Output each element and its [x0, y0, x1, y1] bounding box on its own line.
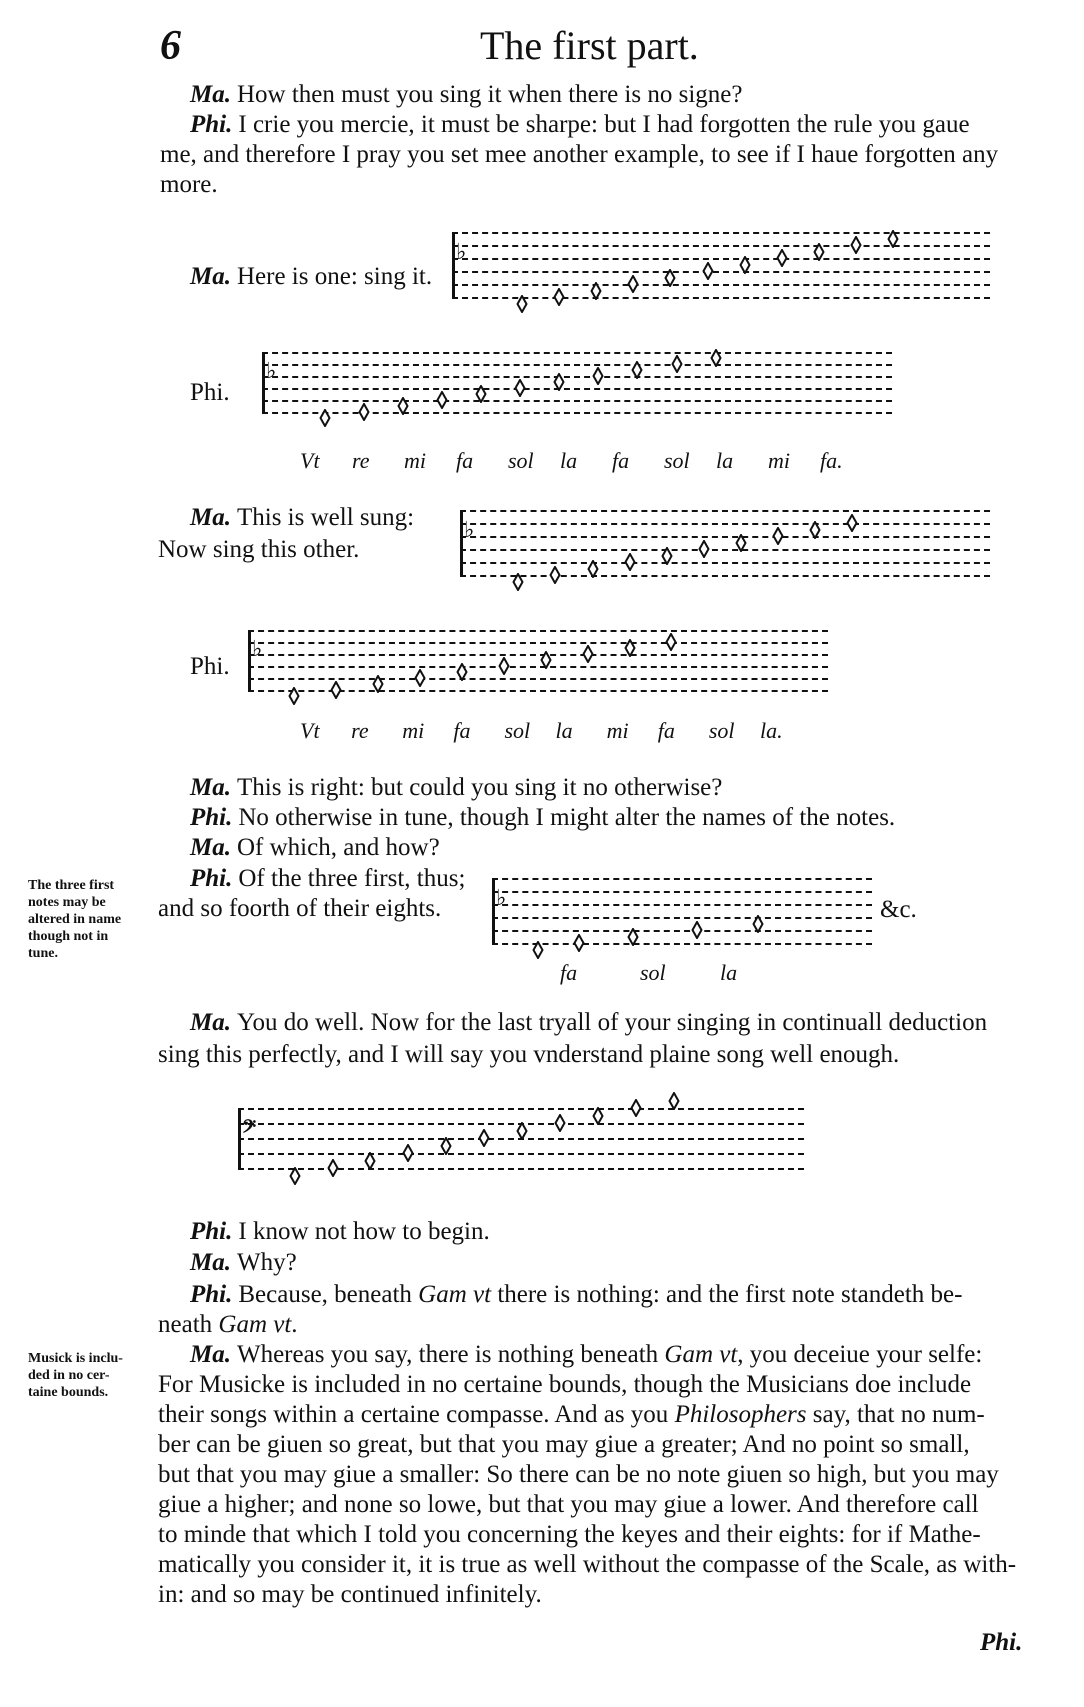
- dialogue-text: me, and therefore I pray you set mee another example, to see if I haue forgotten any: [160, 141, 999, 168]
- dialogue-text: This is well sung:: [236, 504, 415, 531]
- dialogue-text: Of the three first, thus;: [238, 865, 466, 892]
- dialogue-line: [190, 864, 465, 894]
- staff-line: [262, 388, 892, 390]
- dialogue-line: [190, 110, 970, 140]
- dialogue-text: sing this perfectly, and I will say you vnderstand plaine song well enough.: [158, 1041, 900, 1068]
- music-staff: [262, 342, 892, 432]
- dialogue-line: [158, 1400, 985, 1430]
- semibreve-note-icon: [810, 521, 821, 539]
- dialogue-text: , you deceiue your selfe:: [737, 1341, 983, 1368]
- dialogue-line: [158, 1310, 298, 1340]
- solmization-row: [560, 960, 738, 990]
- semibreve-note-icon: [592, 1107, 603, 1125]
- staff-line: [492, 917, 872, 919]
- clef-icon: ♭: [496, 884, 507, 910]
- solmization-syllable: re: [352, 448, 370, 473]
- solmization-row: [300, 448, 843, 478]
- semibreve-note-icon: [403, 1144, 414, 1162]
- solmization-syllable: la.: [760, 718, 783, 743]
- speaker-label: Phi.: [190, 804, 233, 831]
- dialogue-text: No otherwise in tune, though I might alter the names of the notes.: [238, 804, 896, 831]
- semibreve-note-icon: [479, 1129, 490, 1147]
- solmization-syllable: re: [351, 718, 369, 743]
- speaker-label: Ma.: [190, 1341, 231, 1368]
- semibreve-note-icon: [476, 385, 487, 403]
- music-staff: [452, 222, 990, 322]
- semibreve-note-icon: [739, 256, 750, 274]
- clef-bar: [452, 232, 455, 297]
- staff-line: [452, 297, 990, 299]
- semibreve-note-icon: [702, 262, 713, 280]
- semibreve-note-icon: [776, 249, 787, 267]
- semibreve-note-icon: [661, 547, 672, 565]
- dialogue-text: and so foorth of their eights.: [158, 895, 442, 922]
- speaker-label: Phi.: [190, 653, 230, 680]
- dialogue-text: Now sing this other.: [158, 536, 360, 563]
- margin-note: The three first notes may be altered in name though not in tune.: [28, 878, 122, 961]
- solmization-syllable: la: [560, 448, 578, 473]
- semibreve-note-icon: [624, 553, 635, 571]
- semibreve-note-icon: [540, 651, 551, 669]
- semibreve-note-icon: [582, 645, 593, 663]
- semibreve-note-icon: [555, 1114, 566, 1132]
- dialogue-text: in: and so may be continued infinitely.: [158, 1581, 542, 1608]
- clef-icon: ♭: [464, 516, 475, 542]
- clef-bar: [460, 510, 463, 575]
- semibreve-note-icon: [628, 275, 639, 293]
- semibreve-note-icon: [517, 1122, 528, 1140]
- music-staff: [460, 500, 990, 595]
- semibreve-note-icon: [630, 1099, 641, 1117]
- solmization-syllable: fa.: [820, 448, 843, 473]
- semibreve-note-icon: [692, 921, 703, 939]
- dialogue-line: [190, 833, 440, 863]
- dialogue-text: their songs within a certaine compasse. And as you: [158, 1401, 669, 1428]
- dialogue-text: matically you consider it, it is true as well without the compasse of the Scale, as with-: [158, 1551, 1017, 1578]
- solmization-syllable: fa: [657, 718, 675, 743]
- speaker-label: Phi.: [190, 1281, 233, 1308]
- staff-line: [492, 878, 872, 880]
- speaker-label: Ma.: [190, 1009, 231, 1036]
- dialogue-line: [190, 503, 414, 533]
- staff-line: [452, 245, 990, 247]
- dialogue-text: Why?: [236, 1249, 297, 1276]
- dialogue-text: I crie you mercie, it must be sharpe: but I had forgotten the rule you gaue: [238, 111, 970, 138]
- semibreve-note-icon: [515, 379, 526, 397]
- semibreve-note-icon: [516, 295, 527, 313]
- staff-line: [460, 549, 990, 551]
- staff-line: [262, 364, 892, 366]
- dialogue-line: [190, 803, 895, 833]
- staff-line: [452, 232, 990, 234]
- dialogue-text: giue a higher; and none so lowe, but that you may giue a lower. And therefore call: [158, 1491, 979, 1518]
- dialogue-line: [190, 1008, 987, 1038]
- speaker-label: Phi.: [190, 379, 230, 406]
- page-number: 6: [160, 23, 181, 69]
- semibreve-note-icon: [710, 349, 721, 367]
- staff-line: [248, 678, 828, 680]
- staff-line: [492, 891, 872, 893]
- music-staff: [238, 1098, 804, 1188]
- etc-mark: &c.: [880, 896, 917, 923]
- speaker-label: Phi.: [190, 111, 233, 138]
- music-staff: [248, 620, 828, 710]
- solmization-syllable: Vt: [300, 718, 320, 743]
- semibreve-note-icon: [320, 409, 331, 427]
- semibreve-note-icon: [632, 361, 643, 379]
- speaker-label: Ma.: [190, 81, 231, 108]
- solmization-syllable: la: [555, 718, 573, 743]
- dialogue-text: neath: [158, 1311, 213, 1338]
- solmization-syllable: mi: [402, 718, 425, 743]
- semibreve-note-icon: [593, 367, 604, 385]
- staff-line: [460, 536, 990, 538]
- semibreve-note-icon: [365, 1152, 376, 1170]
- semibreve-note-icon: [627, 928, 638, 946]
- staff-line: [492, 943, 872, 945]
- speaker-label: Ma.: [190, 834, 231, 861]
- solmization-syllable: mi: [404, 448, 426, 473]
- semibreve-note-icon: [624, 639, 635, 657]
- philosophers-term: Philosophers: [674, 1401, 807, 1428]
- gamut-term: Gam vt: [418, 1281, 492, 1308]
- semibreve-note-icon: [550, 566, 561, 584]
- dialogue-line: [190, 773, 722, 803]
- semibreve-note-icon: [441, 1137, 452, 1155]
- solmization-row: [300, 718, 783, 748]
- solmization-syllable: sol: [708, 718, 735, 743]
- staff-line: [238, 1168, 804, 1170]
- clef-bar: [492, 878, 495, 943]
- solmization-syllable: sol: [504, 718, 531, 743]
- clef-icon: 𝄢: [242, 1115, 257, 1141]
- semibreve-note-icon: [289, 687, 300, 705]
- staff-line: [460, 523, 990, 525]
- gamut-term: Gam vt: [664, 1341, 738, 1368]
- clef-icon: ♭: [456, 238, 467, 264]
- staff-line: [262, 352, 892, 354]
- running-title: The first part.: [480, 23, 699, 68]
- margin-note: Musick is inclu- ded in no cer- taine bounds.: [28, 1351, 123, 1400]
- dialogue-line: [190, 1280, 962, 1310]
- staff-line: [262, 400, 892, 402]
- semibreve-note-icon: [735, 534, 746, 552]
- semibreve-note-icon: [587, 560, 598, 578]
- semibreve-note-icon: [773, 527, 784, 545]
- dialogue-line: [190, 1248, 297, 1278]
- catchword: Phi.: [980, 1629, 1023, 1656]
- dialogue-text: there is nothing: and the first note standeth be-: [497, 1281, 963, 1308]
- dialogue-text: For Musicke is included in no certaine bounds, though the Musicians doe include: [158, 1371, 972, 1398]
- semibreve-note-icon: [327, 1159, 338, 1177]
- staff-line: [460, 562, 990, 564]
- dialogue-text: Here is one: sing it.: [236, 263, 433, 290]
- dialogue-text: .: [291, 1311, 298, 1338]
- dialogue-text: Because, beneath: [238, 1281, 412, 1308]
- staff-line: [492, 904, 872, 906]
- dialogue-line: [190, 1340, 982, 1370]
- solmization-syllable: la: [716, 448, 734, 473]
- dialogue-line: [190, 1217, 490, 1247]
- gamut-term: Gam vt: [218, 1311, 292, 1338]
- staff-line: [238, 1108, 804, 1110]
- speaker-label: Ma.: [190, 263, 231, 290]
- semibreve-note-icon: [554, 373, 565, 391]
- staff-line: [248, 642, 828, 644]
- semibreve-note-icon: [665, 269, 676, 287]
- dialogue-text: You do well. Now for the last tryall of your singing in continuall deduction: [236, 1009, 988, 1036]
- solmization-syllable: fa: [453, 718, 471, 743]
- semibreve-note-icon: [666, 633, 677, 651]
- solmization-syllable: sol: [508, 448, 534, 473]
- semibreve-note-icon: [847, 514, 858, 532]
- dialogue-text: How then must you sing it when there is no signe?: [236, 81, 743, 108]
- staff-line: [262, 412, 892, 414]
- speaker-label: Ma.: [190, 774, 231, 801]
- dialogue-text: say, that no num-: [812, 1401, 985, 1428]
- staff-line: [492, 930, 872, 932]
- clef-icon: ♭: [252, 636, 263, 661]
- dialogue-text: I know not how to begin.: [238, 1218, 490, 1245]
- staff-line: [262, 376, 892, 378]
- semibreve-note-icon: [753, 915, 764, 933]
- dialogue-text: Of which, and how?: [236, 834, 440, 861]
- semibreve-note-icon: [813, 243, 824, 261]
- staff-line: [238, 1153, 804, 1155]
- semibreve-note-icon: [373, 675, 384, 693]
- solmization-syllable: fa: [456, 448, 474, 473]
- music-staff: [492, 868, 872, 963]
- semibreve-note-icon: [888, 230, 899, 248]
- semibreve-note-icon: [591, 282, 602, 300]
- staff-line: [460, 510, 990, 512]
- dialogue-text: but that you may giue a smaller: So there can be no note giuen so high, but you may: [158, 1461, 999, 1488]
- semibreve-note-icon: [668, 1092, 679, 1110]
- clef-icon: ♭: [266, 358, 277, 383]
- dialogue-line: [190, 80, 742, 110]
- semibreve-note-icon: [456, 663, 467, 681]
- speaker-label: Phi.: [190, 865, 233, 892]
- staff-line: [248, 654, 828, 656]
- clef-bar: [262, 352, 265, 412]
- dialogue-text: Whereas you say, there is nothing beneath: [236, 1341, 659, 1368]
- semibreve-note-icon: [698, 540, 709, 558]
- staff-line: [248, 630, 828, 632]
- semibreve-note-icon: [532, 941, 543, 959]
- semibreve-note-icon: [513, 573, 524, 591]
- semibreve-note-icon: [359, 403, 370, 421]
- dialogue-line: [190, 262, 432, 292]
- speaker-label: Ma.: [190, 504, 231, 531]
- solmization-syllable: fa: [560, 960, 578, 985]
- staff-line: [452, 271, 990, 273]
- speaker-label: Phi.: [190, 1218, 233, 1245]
- semibreve-note-icon: [498, 657, 509, 675]
- dialogue-text: more.: [160, 171, 218, 198]
- semibreve-note-icon: [671, 355, 682, 373]
- dialogue-text: This is right: but could you sing it no otherwise?: [236, 774, 723, 801]
- clef-bar: [248, 630, 251, 690]
- dialogue-text: ber can be giuen so great, but that you may giue a greater; And no point so small,: [158, 1431, 970, 1458]
- solmization-syllable: Vt: [300, 448, 320, 473]
- semibreve-note-icon: [437, 391, 448, 409]
- staff-line: [452, 284, 990, 286]
- solmization-syllable: sol: [664, 448, 690, 473]
- solmization-syllable: mi: [768, 448, 790, 473]
- speaker-label: Ma.: [190, 1249, 231, 1276]
- staff-line: [452, 258, 990, 260]
- solmization-syllable: sol: [640, 960, 666, 985]
- solmization-syllable: mi: [606, 718, 629, 743]
- semibreve-note-icon: [574, 934, 585, 952]
- staff-line: [248, 666, 828, 668]
- staff-line: [460, 575, 990, 577]
- clef-bar: [238, 1108, 241, 1168]
- semibreve-note-icon: [851, 236, 862, 254]
- semibreve-note-icon: [331, 681, 342, 699]
- semibreve-note-icon: [415, 669, 426, 687]
- solmization-syllable: fa: [612, 448, 630, 473]
- solmization-syllable: la: [720, 960, 738, 985]
- semibreve-note-icon: [554, 288, 565, 306]
- semibreve-note-icon: [398, 397, 409, 415]
- dialogue-text: to minde that which I told you concerning the keyes and their eights: for if Mathe-: [158, 1521, 981, 1548]
- semibreve-note-icon: [289, 1167, 300, 1185]
